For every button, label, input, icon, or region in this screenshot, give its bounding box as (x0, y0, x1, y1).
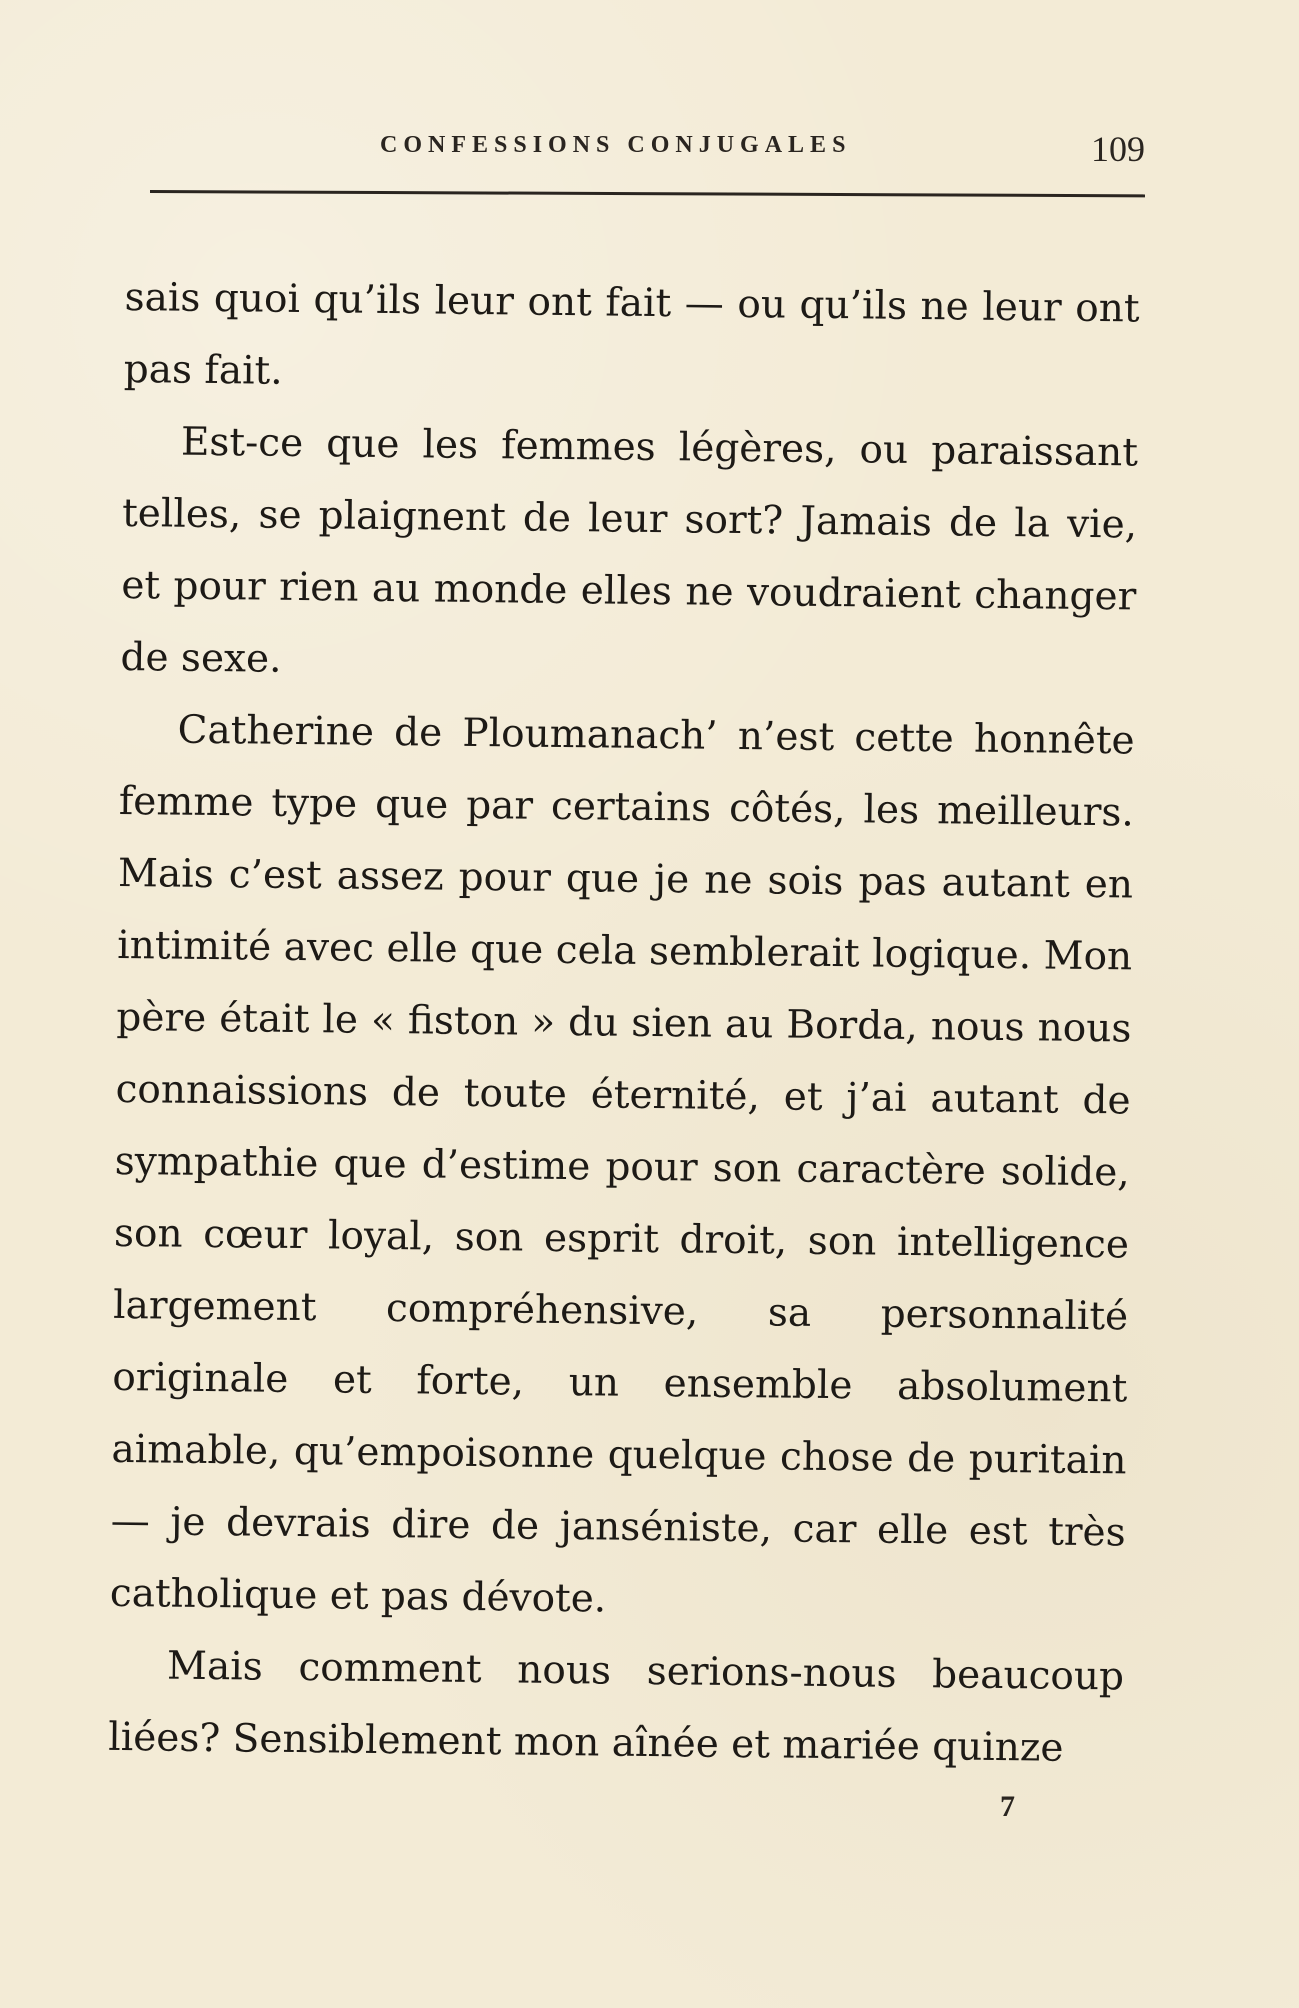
paragraph: Catherine de Ploumanach’ n’est cette honnête femme type que par certains côtés, les meilleurs. Mais c’est assez pour que je ne sois pas autant en intimité avec elle que cela semblerait logique. Mon père était le « fiston » du sien au Borda, nous nous connaissions de toute éternité, et j’ai autant de sympathie que d’estime pour son caractère solide, son cœur loyal, son esprit droit, son intelligence largement compréhensive, sa personnalité originale et forte, un ensemble absolument aimable, qu’empoisonne quelque chose de puritain — je devrais dire de janséniste, car elle est très catholique et pas dévote. (109, 707, 1135, 1622)
running-title: CONFESSIONS CONJUGALES (380, 132, 852, 158)
signature-mark: 7 (1000, 1790, 1015, 1823)
page-number: 109 (1091, 129, 1145, 169)
paragraph: Mais comment nous serions-nous beaucoup liées? Sensiblement mon aînée et mariée quinze (108, 1643, 1125, 1771)
running-head (150, 128, 1145, 168)
header-rule (150, 190, 1145, 197)
paragraph: sais quoi qu’ils leur ont fait — ou qu’ils ne leur ont pas fait. (123, 274, 1140, 394)
paragraph: Est-ce que les femmes légères, ou paraissant telles, se plaignent de leur sort? Jamais de la vie, et pour rien au monde elles ne voudraient changer de sexe. (120, 419, 1139, 682)
body-text (108, 262, 1140, 1785)
